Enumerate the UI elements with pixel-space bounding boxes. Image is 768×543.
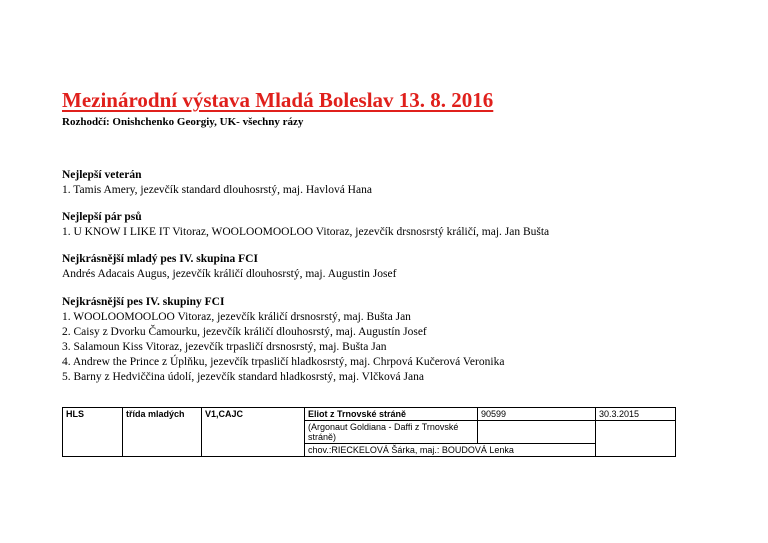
grade-cell: V1,CAJC <box>202 408 305 457</box>
empty-cell <box>478 421 596 444</box>
reg-no-cell: 90599 <box>478 408 596 421</box>
result-line: 1. Tamis Amery, jezevčík standard dlouhosrstý, maj. Havlová Hana <box>62 184 372 196</box>
breed-cell: HLS <box>63 408 123 457</box>
page-title: Mezinárodní výstava Mladá Boleslav 13. 8. 2016 <box>62 88 494 112</box>
section-best-junior <box>62 252 396 282</box>
breeder-owner-cell: chov.:RIECKELOVÁ Šárka, maj.: BOUDOVÁ Lenka <box>305 444 596 457</box>
section-heading: Nejlepší pár psů <box>62 211 142 223</box>
birth-date-cell: 30.3.2015 <box>596 408 676 421</box>
result-line: 1. U KNOW I LIKE IT Vitoraz, WOOLOOMOOLOO Vitoraz, jezevčík drsnosrstý králičí, maj. Jan Bušta <box>62 226 550 238</box>
parents-cell: (Argonaut Goldiana - Daffi z Trnovské stráně) <box>305 421 478 444</box>
result-line: 1. WOOLOOMOOLOO Vitoraz, jezevčík králičí drsnosrstý, maj. Bušta Jan <box>62 311 411 323</box>
section-best-veteran <box>62 168 372 198</box>
section-heading: Nejkrásnější mladý pes IV. skupina FCI <box>62 253 258 265</box>
result-table <box>62 407 676 457</box>
section-heading: Nejlepší veterán <box>62 169 142 181</box>
section-best-pair <box>62 210 549 240</box>
result-line: 4. Andrew the Prince z Úplňku, jezevčík trpasličí hladkosrstý, maj. Chrpová Kučerová Veronika <box>62 356 505 368</box>
judge-line: Rozhodčí: Onishchenko Georgiy, UK- všechny rázy <box>62 116 304 128</box>
result-line: 2. Caisy z Dvorku Čamourku, jezevčík králičí dlouhosrstý, maj. Augustín Josef <box>62 326 427 338</box>
section-best-group <box>62 295 504 385</box>
empty-cell <box>596 444 676 457</box>
empty-cell <box>596 421 676 444</box>
section-heading: Nejkrásnější pes IV. skupiny FCI <box>62 296 225 308</box>
dog-name-cell: Eliot z Trnovské stráně <box>305 408 478 421</box>
table-row <box>63 408 676 421</box>
result-line: 3. Salamoun Kiss Vitoraz, jezevčík trpasličí drsnosrstý, maj. Bušta Jan <box>62 341 387 353</box>
result-line: Andrés Adacais Augus, jezevčík králičí dlouhosrstý, maj. Augustin Josef <box>62 268 397 280</box>
class-cell: třída mladých <box>123 408 202 457</box>
result-line: 5. Barny z Hedviččina údolí, jezevčík standard hladkosrstý, maj. Vlčková Jana <box>62 371 424 383</box>
